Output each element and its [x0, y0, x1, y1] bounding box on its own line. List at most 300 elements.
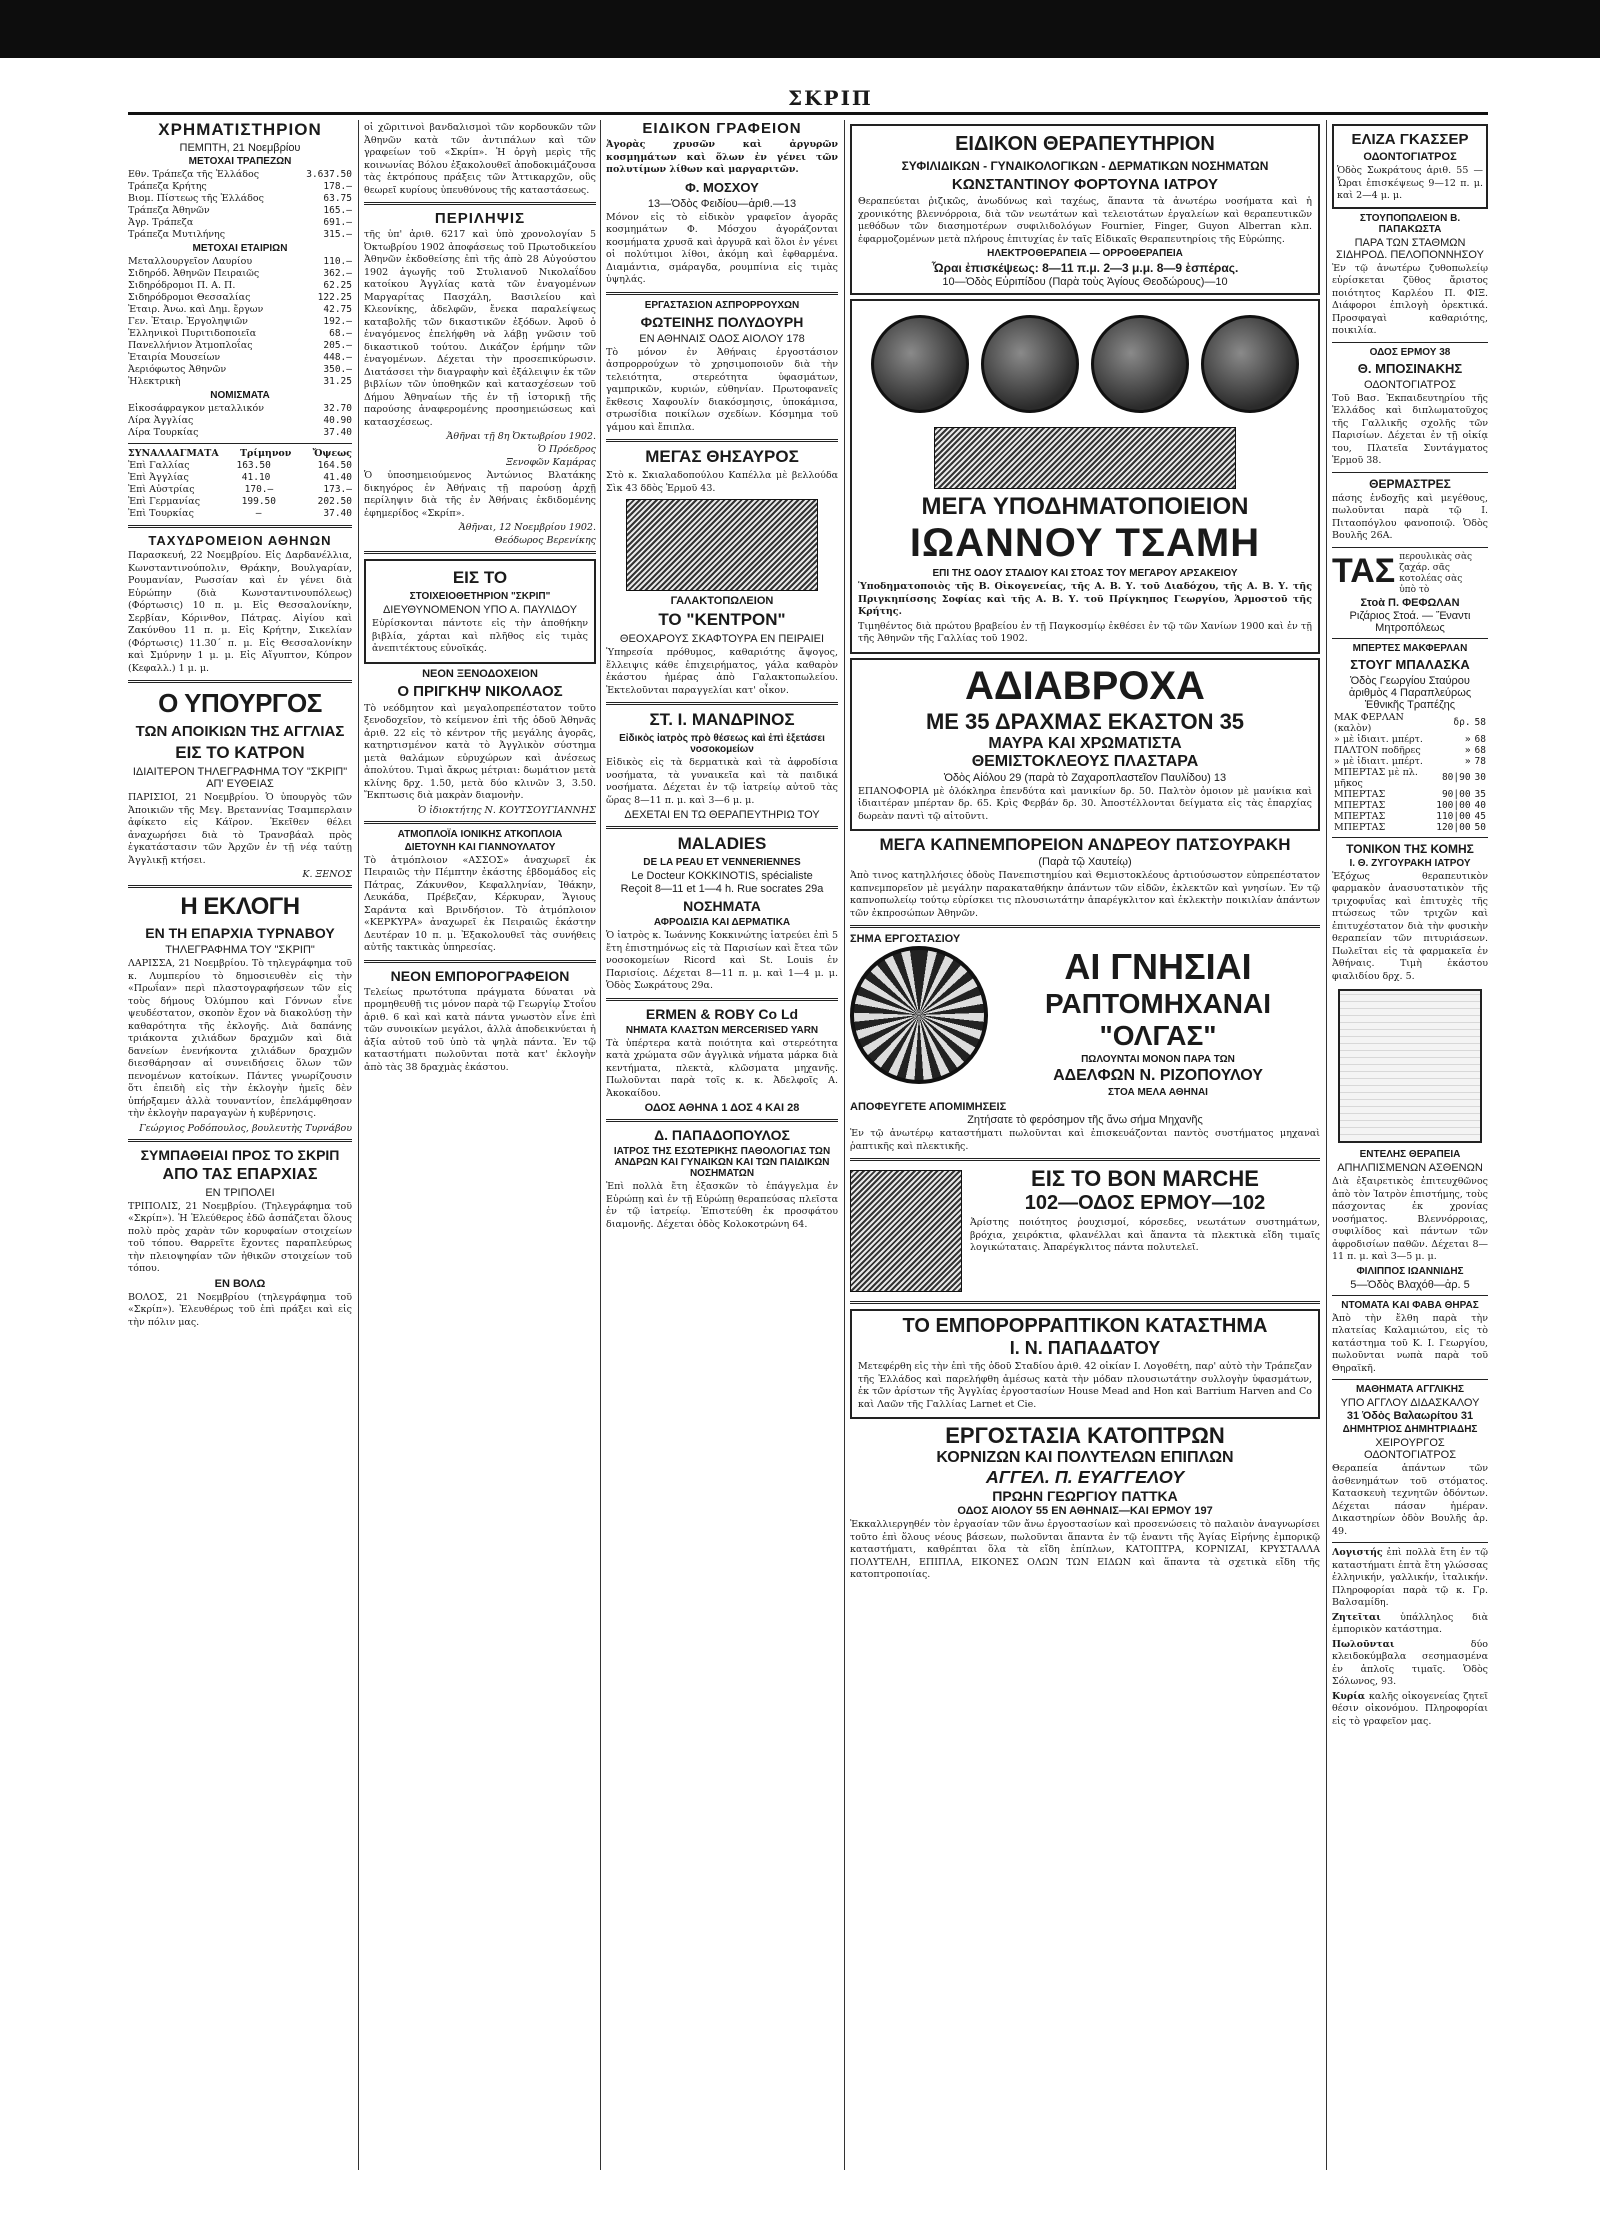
plasters-title: ΘΕΡΜΑΣΤΡΕΣ	[1369, 476, 1451, 491]
fx-row	[128, 484, 352, 496]
price-cell: 68	[1474, 733, 1486, 745]
bonmarche-address: 102—ΟΔΟΣ ΕΡΜΟΥ—102	[1024, 1192, 1266, 1214]
pediatrician-title: Δ. ΠΑΠΑΔΟΠΟΥΛΟΣ	[654, 1127, 790, 1143]
company-row-price: 42.75	[323, 304, 352, 315]
price-cell: ΜΠΕΡΤΑΣ	[1334, 788, 1386, 800]
english-address: 31 Ὁδὸς Βαλαωρίτου 31	[1346, 1410, 1474, 1422]
scan-border	[0, 0, 1600, 58]
doctor-hours: ΔΕΧΕΤΑΙ ΕΝ ΤΩ ΘΕΡΑΠΕΥΤΗΡΙΩ ΤΟΥ	[624, 809, 820, 821]
fx-row-name: Ἐπὶ Γερμανίας	[128, 496, 201, 507]
machines-text: Ἐν τῷ ἀνωτέρῳ καταστήματι πωλοῦνται καὶ ἐπισκευάζονται παντὸς συστήματος μηχαναὶ ῥαπτικῆς καὶ πλεκτικῆς.	[850, 1128, 1320, 1152]
price-cell: 78	[1474, 755, 1486, 767]
coin-row-name: Εἰκοσάφραγκον μεταλλικόν	[128, 403, 264, 414]
workshop-title: ΕΡΓΑΣΤΑΣΙΟΝ ΑΣΠΡΟΡΡΟΥΧΩΝ	[644, 299, 800, 311]
ironware-title: ΣΤΟΥΠΟΠΩΛΕΙΟΝ Β. ΠΑΠΑΚΩΣΤΑ	[1359, 212, 1461, 235]
price-row	[1332, 767, 1488, 789]
company-row-name: Ἐταιρ. Ἀνω. καὶ Δημ. ἔργων	[128, 304, 264, 315]
fx-row-a: 199.50	[241, 496, 276, 507]
ties-price-table	[1332, 712, 1488, 833]
sympathy-subtitle: ΑΠΟ ΤΑΣ ΕΠΑΡΧΙΑΣ	[162, 1165, 318, 1183]
companies-list	[128, 256, 352, 388]
ties-name: ΣΤΟΥΓ ΜΠΑΛΑΣΚΑ	[1350, 656, 1470, 672]
bonmarche-text: Ἀρίστης ποιότητος ῥουχισμοί, κόρσεδες, νεωτάτων συστημάτων, βρόχια, χειρόκτια, φλανέλλαι καὶ ἅπαντα τὰ πλεκτικὰ εἴδη τιμαῖς λογικώταταις. Ἀπαρέγκλιτος πάντα πολυτελεῖ.	[970, 1217, 1320, 1253]
post-title: ΤΑΧΥΔΡΟΜΕΙΟΝ ΑΘΗΝΩΝ	[148, 533, 332, 548]
company-row	[128, 328, 352, 340]
pediatrician-text: Ἐπὶ πολλὰ ἔτη ἐξασκῶν τὸ ἐπάγγελμα ἐν Εὐρώπῃ καὶ ἐν τῇ Εὐρώπῃ θεραπεύσας πλεῖστα ἐν τῷ ἰατρείῳ. Ἐπιστεύθη ἐκ προσφάτου διαμονῆς. Δέχεται ὁδὸς Κολοκοτρώνη 64.	[606, 1181, 838, 1230]
price-cell: »	[1464, 733, 1471, 745]
maladies-subtitle: DE LA PEAU ET VENNERIENNES	[643, 857, 801, 868]
company-row-price: 62.25	[323, 280, 352, 291]
treasure-title: ΜΕΓΑΣ ΘΗΣΑΥΡΟΣ	[645, 447, 799, 466]
machines-dealer: ΑΔΕΛΦΩΝ Ν. ΡΙΖΟΠΟΥΛΟΥ	[1053, 1067, 1263, 1084]
divider	[1332, 1379, 1488, 1380]
office-owner: Φ. ΜΟΣΧΟΥ	[685, 179, 759, 195]
tas-line-1: περουλικὰς σὰς	[1399, 551, 1473, 562]
dentist-subtitle: ΧΕΙΡΟΥΡΓΟΣ ΟΔΟΝΤΟΓΙΑΤΡΟΣ	[1363, 1437, 1457, 1461]
divider	[606, 439, 838, 442]
fx-row	[128, 460, 352, 472]
tas-ad	[1332, 552, 1488, 596]
company-row-name: Πανελλήνιον Ἀτμοπλοΐας	[128, 340, 253, 351]
column-3	[606, 120, 838, 2170]
dairy-text: Ὑπηρεσία πρόθυμος, καθαριότης ἄψογος, ἕλλειψις κάθε ἐπιχειρήματος, γάλα καθαρὸν ἑκάστου ἡμέρας ἀπὸ Γαλακτοπωλείου. Ἐκτελοῦνται παραγγελίαι κατ' οἶκον.	[606, 647, 838, 696]
workshop-name: ΦΩΤΕΙΝΗΣ ΠΟΛΥΔΟΥΡΗ	[640, 313, 804, 330]
price-cell: »	[1464, 744, 1471, 756]
coins-list	[128, 403, 352, 439]
notice-place: Ἀθῆναι τῇ 8η Ὀκτωβρίου 1902.	[446, 431, 596, 442]
dairy-name: ΤΟ "ΚΕΝΤΡΟΝ"	[658, 610, 786, 629]
coin-row-name: Λίρα Τουρκίας	[128, 427, 199, 438]
company-row-price: 68.—	[329, 328, 352, 339]
machines-name: ΡΑΠΤΟΜΗΧΑΝΑΙ "ΟΛΓΑΣ"	[1044, 988, 1272, 1051]
price-cell: ΜΠΕΡΤΑΣ μὲ πλ. μῆκος	[1334, 766, 1418, 789]
price-cell: 30	[1474, 772, 1486, 783]
small-notice	[1332, 1691, 1488, 1729]
company-row-price: 448.—	[323, 352, 352, 363]
divider	[850, 925, 1320, 928]
bank-row-name: Τράπεζα Ἀθηνῶν	[128, 205, 210, 216]
yarn-subtitle: ΝΗΜΑΤΑ ΚΛΑΣΤΩΝ MERCERISED YARN	[625, 1024, 819, 1036]
notice-label: Πωλοῦνται	[1332, 1638, 1471, 1650]
mirrors-subtitle: ΚΟΡΝΙΖΩΝ ΚΑΙ ΠΟΛΥΤΕΛΩΝ ΕΠΙΠΛΩΝ	[936, 1449, 1234, 1466]
bonmarche-copy	[970, 1166, 1320, 1296]
company-row	[128, 364, 352, 376]
price-cell: 100|00	[1436, 799, 1471, 811]
shoes-name: ΙΩΑΝΝΟΥ ΤΣΑΜΗ	[909, 521, 1261, 565]
sympathy-title: ΣΥΜΠΑΘΕΙΑΙ ΠΡΟΣ ΤΟ ΣΚΡΙΠ	[140, 1146, 340, 1163]
gasser-title: ΕΛΙΖΑ ΓΚΑΣΣΕΡ	[1351, 131, 1469, 148]
fx-heading: ΣΥΝΑΛΛΑΓΜΑΤΑ	[128, 448, 219, 459]
gasser-ad	[1332, 124, 1488, 209]
minister-where: ΕΙΣ ΤΟ ΚΑΤΡΟΝ	[175, 743, 305, 762]
hotel-name: Ο ΠΡΙΓΚΗΨ ΝΙΚΟΛΑΟΣ	[397, 682, 563, 700]
mirrors-address: ΟΔΟΣ ΑΙΟΛΟΥ 55 ΕΝ ΑΘΗΝΑΙΣ—ΚΑΙ ΕΡΜΟΥ 197	[957, 1505, 1213, 1517]
drapery-title: ΤΟ ΕΜΠΟΡΟΡΡΑΠΤΙΚΟΝ ΚΑΤΑΣΤΗΜΑ	[902, 1315, 1268, 1337]
divider	[1332, 1542, 1488, 1543]
tonic-name: Ι. Θ. ΖΥΓΟΥΡΑΚΗ ΙΑΤΡΟΥ	[1349, 857, 1471, 869]
election-subtitle: ΕΝ ΤΗ ΕΠΑΡΧΙΑ ΤΥΡΝΑΒΟΥ	[145, 925, 335, 941]
price-row	[1332, 811, 1488, 822]
raincoats-price: ΜΕ 35 ΔΡΑΧΜΑΣ ΕΚΑΣΤΟΝ 35	[925, 708, 1245, 734]
mirrors-former: ΠΡΩΗΝ ΓΕΩΡΓΙΟΥ ΠΑΤΤΚΑ	[992, 1488, 1178, 1504]
tonic-title: ΤΟΝΙΚΟΝ ΤΗΣ ΚΟΜΗΣ	[1346, 841, 1474, 856]
bank-row-price: 165.—	[323, 205, 352, 216]
company-row-price: 110.—	[323, 256, 352, 267]
masthead	[128, 86, 1488, 115]
medal-icon	[1201, 315, 1299, 413]
company-row	[128, 268, 352, 280]
sympathy-place-1: ΕΝ ΤΡΙΠΟΛΕΙ	[205, 1186, 275, 1199]
tobacco-subtitle: (Παρὰ τῷ Χαυτείῳ)	[1038, 856, 1132, 868]
divider	[364, 202, 596, 205]
maladies-title: MALADIES	[677, 834, 767, 853]
bookshop-text: Εὑρίσκονται πάντοτε εἰς τὴν ἀποθήκην βιβλία, χάρται καὶ πλῆθος εἰς τιμὰς ἀνεπιτέκτους εὐνοϊκάς.	[372, 618, 588, 654]
bank-row-price: 691.—	[323, 217, 352, 228]
bank-row-price: 3.637.50	[306, 169, 352, 180]
column-4	[850, 120, 1320, 2170]
office-title: ΕΙΔΙΚΟΝ ΓΡΑΦΕΙΟΝ	[642, 120, 802, 137]
fx-row-name: Ἐπὶ Γαλλίας	[128, 460, 190, 471]
price-cell: δρ.	[1453, 717, 1471, 728]
bonmarche-title: ΕΙΣ ΤΟ BON MARCHE	[1031, 1166, 1259, 1191]
dairy-address: ΘΕΟΧΑΡΟΥΣ ΣΚΑΦΤΟΥΡΑ ΕΝ ΠΕΙΡΑΙΕΙ	[619, 633, 825, 645]
notice-signer-role: Ὁ Πρόεδρος	[537, 444, 596, 455]
notice-text: καλῆς οἰκογενείας ζητεῖ θέσιν οἰκονόμου. Πληροφορίαι εἰς τὸ γραφεῖον μας.	[1332, 1690, 1488, 1727]
company-row-price: 31.25	[323, 376, 352, 387]
price-row	[1332, 800, 1488, 811]
divider	[606, 1119, 838, 1122]
office-text-2: Μόνον εἰς τὸ εἰδικὸν γραφεῖον ἀγορᾶς κοσμημάτων Φ. Μόσχου ἀγοράζονται κοσμήματα χρυσᾶ καὶ ἀργυρᾶ καὶ ὅλοι ἐν γένει οἱ πολύτιμοι λίθοι, ἀκόμη καὶ ἐφθαρμένα. Διαμάντια, σμάραγδα, ρουμπίνια εἰς τιμὰς ὑψηλάς.	[606, 211, 838, 285]
price-cell: ΜΠΕΡΤΑΣ	[1334, 799, 1386, 811]
ironware-subtitle: ΠΑΡΑ ΤΩΝ ΣΤΑΘΜΩΝ ΣΙΔΗΡΟΔ. ΠΕΛΟΠΟΝΝΗΣΟΥ	[1336, 236, 1484, 261]
maladies-heading: ΝΟΣΗΜΑΤΑ	[683, 898, 761, 914]
bank-row-name: Τράπεζα Μυτιλήνης	[128, 229, 226, 240]
lead-text: οἱ χῶριτινοὶ βανδαλισμοὶ τῶν κορδουκῶν τῶν Ἀθηνῶν κατὰ τῶν ἀντιπάλων καὶ τῶν γραφείων τοῦ «Σκρίπ». Ἡ ὀργὴ μερὶς τῆς κοινωνίας Βόλου ἐξακολουθεῖ ἀποδοκιμάζουσα τὰς ἐκτρόπους πράξεις τῶν Ἀττικαρχῶν, οὓς θεωρεῖ κυρίους ὑπευθύνους τῆς καταστάσεως.	[364, 122, 596, 196]
notice-text-2: Ὁ ὑποσημειούμενος Ἀντώνιος Βλατάκης δικηγόρος ἐν Ἀθήναις τῇ παρούσῃ ἀρχῇ περίληψιν διὰ τῆς ἐν Ἀθήναις ἐκδιδομένης ἐφημερίδος «Σκρίπ».	[364, 470, 596, 519]
doctor-title: ΣΤ. Ι. ΜΑΝΔΡΙΝΟΣ	[649, 710, 795, 729]
raincoats-title: ΑΔΙΑΒΡΟΧΑ	[965, 663, 1205, 708]
exchange-date: ΠΕΜΠΤΗ, 21 Νοεμβρίου	[179, 142, 301, 154]
fx-row-name: Ἐπὶ Αὐστρίας	[128, 484, 195, 495]
registry-title: ΝΕΟΝ ΕΜΠΟΡΟΓΡΑΦΕΙΟΝ	[390, 967, 570, 984]
company-row-price: 122.25	[317, 292, 352, 303]
company-row	[128, 280, 352, 292]
fx-row-b: 41.40	[323, 472, 352, 483]
company-row	[128, 304, 352, 316]
price-cell: » μὲ ἰδιαιτ. μπέρτ.	[1334, 733, 1423, 745]
tas-lines	[1399, 552, 1488, 596]
masthead-title: ΣΚΡΙΠ	[788, 86, 873, 110]
portrait-engraving	[850, 1170, 962, 1292]
yarn-title: ERMEN & ROBY Co Ld	[645, 1005, 799, 1022]
bank-row	[128, 217, 352, 229]
mposinakis-address: ΟΔΟΣ ΕΡΜΟΥ 38	[1369, 346, 1451, 358]
divider	[850, 1301, 1320, 1304]
notice-label: Ζητεῖται	[1332, 1611, 1401, 1623]
drapery-ad	[850, 1309, 1320, 1419]
therapy-name: ΦΙΛΙΠΠΟΣ ΙΩΑΝΝΙΔΗΣ	[1356, 1265, 1464, 1277]
price-cell: 35	[1474, 788, 1486, 800]
election-title: Η ΕΚΛΟΓΗ	[180, 893, 300, 920]
notice-title: ΠΕΡΙΛΗΨΙΣ	[434, 210, 526, 227]
divider	[128, 443, 352, 444]
sympathy-place-2: ΕΝ ΒΟΛΩ	[214, 1277, 266, 1290]
price-cell: » μὲ ἰδιαιτ. μπέρτ.	[1334, 755, 1423, 767]
company-row	[128, 292, 352, 304]
coin-row-price: 37.40	[323, 427, 352, 438]
maladies-address: Reçoit 8—11 et 1—4 h. Rue socrates 29a	[620, 883, 824, 895]
price-cell: ΜΠΕΡΤΑΣ	[1334, 810, 1386, 822]
banks-list	[128, 169, 352, 241]
mposinakis-name: Θ. ΜΠΟΣΙΝΑΚΗΣ	[1357, 360, 1463, 376]
company-row	[128, 340, 352, 352]
yarn-text: Τὰ ὑπέρτερα κατὰ ποιότητα καὶ στερεότητα κατὰ χρώματα σῶν ἀγγλικὰ νήματα μάρκα διὰ κεντήματα, πλεκτὰ, κλῶσματα μηχανῆς. Πωλοῦνται παρὰ τοῖς κ. κ. Ἀδελφοῖς Α. Ἀκοκαίδου.	[606, 1037, 838, 1099]
bank-row-price: 315.—	[323, 229, 352, 240]
newspaper-page	[128, 86, 1488, 2170]
fx-row	[128, 472, 352, 484]
minister-telegram: ΙΔΙΑΙΤΕΡΟΝ ΤΗΛΕΓΡΑΦΗΜΑ ΤΟΥ "ΣΚΡΙΠ" ΑΠ' ΕΥΘΕΙΑΣ	[132, 766, 348, 790]
hotel-owner: Ὁ ἰδιοκτήτης Ν. ΚΟΥΤΣΟΥΓΙΑΝΝΗΣ	[418, 804, 596, 816]
company-row-name: Ἑλληνικοὶ Πυριτιδοποιεῖα	[128, 328, 257, 339]
coin-row-name: Λίρα Ἀγγλίας	[128, 415, 194, 426]
coin-row-price: 32.70	[323, 403, 352, 414]
company-row-name: Μεταλλουργεῖον Λαυρίου	[128, 256, 253, 267]
medal-row	[858, 311, 1312, 421]
drapery-text: Μετεφέρθη εἰς τὴν ἐπὶ τῆς ὁδοῦ Σταδίου ἀριθ. 42 οἰκίαν Ι. Λογοθέτη, παρ' αὐτὸ τὴν Τράπεζαν τῆς Ἑλλάδος καὶ παρελήφθη ἀμέσως κατὰ τὴν μόδαν πλουσιωτάτην συλλογὴν ὑφασμάτων, ἐκ τῶν ἀρίστων τῆς Ἀγγλίας ἐργοστασίων House Mead and Hon καὶ Barrium Harven and Co καὶ Λαῶν τῆς Γαλλίας Larnet et Cie.	[858, 1361, 1312, 1410]
dentist-title: ΔΗΜΗΤΡΙΟΣ ΔΗΜΗΤΡΙΑΔΗΣ	[1342, 1424, 1478, 1435]
divider	[128, 680, 352, 683]
coin-row	[128, 415, 352, 427]
tas-title: ΤΑΣ	[1332, 551, 1396, 590]
divider	[364, 551, 596, 554]
bank-row-price: 63.75	[323, 193, 352, 204]
company-row-name: Ἀεριόφωτος Ἀθηνῶν	[128, 364, 227, 375]
price-cell: ΠΑΛΤΟΝ ποδῆρες	[1334, 744, 1421, 756]
divider	[1332, 837, 1488, 838]
clinic-subheading: ΗΛΕΚΤΡΟΘΕΡΑΠΕΙΑ — ΟΡΡΟΘΕΡΑΠΕΙΑ	[987, 248, 1183, 259]
price-cell: 90|00	[1441, 788, 1471, 800]
treasure-text: Στὸ κ. Σκιαλαδοπούλου Καπέλλα μὲ βελλούδα Σὶκ 43 δδὸς Ἑρμοῦ 43.	[606, 470, 838, 494]
price-row	[1332, 822, 1488, 833]
column-divider	[600, 120, 601, 2170]
election-text: ΛΑΡΙΣΣΑ, 21 Νοεμβρίου. Τὸ τηλεγράφημα τοῦ κ. Λυμπερίου τὸ δημοσιευθὲν εἰς τὴν «Πρωΐαν» περὶ πλαστογραφήσεων τῶν εἰς τοὺς δήμους Ὀλύμπου καὶ Γόννων εἶνε ψευδέστατον, σκοπὸν ἔχον νὰ διακολύσῃ τὴν καθαρότητα τῆς ἐκλογῆς. Διὰ δαπάνης τριάκοντα χιλιάδων δραχμῶν καὶ διὰ δανείων ἐνενήκοντα χιλιάδων δραχμῶν διεσθάρησαν αἱ συνειδήσεις ὅλων τῶν πενομένων κατοίκων. Πάντες γνωρίζουσιν ὅτι ἐπειδὴ εἰς τὴν ἐκλογὴν ἠμεῖς δὲν ὑπήρξαμεν ἀλλὰ τουναντίον, ἐπελάμφθησαν τὴν ἐκλογὴν παραγαγὼν ἡ κυβέρνησις.	[128, 958, 352, 1119]
machines-store: ΣΤΟΑ ΜΕΛΑ ΑΘΗΝΑΙ	[1108, 1087, 1208, 1098]
company-row-name: Σιδηρόδρομοι Θεσσαλίας	[128, 292, 251, 303]
boot-engraving	[934, 427, 1236, 489]
gasser-text: Ὁδὸς Σωκράτους ἀριθ. 55 — Ὧραι ἐπισκέψεως 9—12 π. μ. καὶ 2—4 μ. μ.	[1337, 165, 1483, 201]
banks-heading: ΜΕΤΟΧΑΙ ΤΡΑΠΕΖΩΝ	[188, 156, 292, 167]
notice-text: δύο κλειδοκύμβαλα σεσημασμένα ἐν ἀπλοῖς τιμαῖς. Ὁδὸς Σόλωνος, 93.	[1332, 1638, 1488, 1687]
sympathy-text-1: ΤΡΙΠΟΛΙΣ, 21 Νοεμβρίου. (Τηλεγράφημα τοῦ «Σκρίπ»). Ἡ Ἐλεύθερος ἐδῶ ἀσπάζεται ὅλους πολὺ πρὸς χαρὰν τῶν κορυφαίων στοιχείων τοῦ τόπου. Θαρρεῖτε ἔχοντες παραπλεύρως τὴν πλειοψηφίαν τῶν ἠθικῶν στοιχείων τοῦ τόπου.	[128, 1200, 352, 1274]
machines-sold: ΠΩΛΟΥΝΤΑΙ ΜΟΝΟΝ ΠΑΡΑ ΤΩΝ	[1081, 1054, 1235, 1065]
coins-heading: ΝΟΜΙΣΜΑΤΑ	[210, 390, 270, 401]
fx-row-b: 202.50	[317, 496, 352, 507]
machines-ad	[850, 933, 1320, 1153]
bookshop-managed: ΔΙΕΥΘΥΝΟΜΕΝΟΝ ΥΠΟ Α. ΠΑΥΛΙΔΟΥ	[382, 604, 578, 616]
bank-row	[128, 169, 352, 181]
bank-row	[128, 229, 352, 241]
companies-heading: ΜΕΤΟΧΑΙ ΕΤΑΙΡΙΩΝ	[192, 243, 288, 254]
clinic-subtitle: ΣΥΦΙΛΙΔΙΚΩΝ - ΓΥΝΑΙΚΟΛΟΓΙΚΩΝ - ΔΕΡΜΑΤΙΚΩΝ ΝΟΣΗΜΑΤΩΝ	[901, 159, 1269, 173]
therapy-subtitle: ΑΠΗΛΠΙΣΜΕΝΩΝ ΑΣΘΕΝΩΝ	[1337, 1162, 1483, 1174]
clinic-doctor: ΚΩΝΣΤΑΝΤΙΝΟΥ ΦΟΡΤΟΥΝΑ ΙΑΤΡΟΥ	[951, 176, 1219, 193]
price-row	[1332, 789, 1488, 800]
column-divider	[844, 120, 845, 2170]
company-row-name: Γεν. Ἐταιρ. Ἐργοληψιῶν	[128, 316, 248, 327]
minister-text: ΠΑΡΙΣΙΟΙ, 21 Νοεμβρίου. Ὁ ὑπουργὸς τῶν Ἀποικιῶν τῆς Μεγ. Βρεταννίας Τσαμπερλαιν ἀφίκετο εἰς Κάϊρον. Ἐκεῖθεν θέλει ἀναχωρήσει διὰ τὸ Τρανσβάαλ πρὸς ἐγκατάστασιν τῶν Ἀρχῶν ἐν τῇ νέᾳ ταύτῃ Ἀγγλικῇ κτήσει.	[128, 792, 352, 866]
minister-title: Ο ΥΠΟΥΡΓΟΣ	[158, 688, 322, 718]
english-subtitle: ΥΠΟ ΑΓΓΛΟΥ ΔΙΔΑΣΚΑΛΟΥ	[1340, 1397, 1480, 1409]
exchange-title: ΧΡΗΜΑΤΙΣΤΗΡΙΟΝ	[158, 120, 322, 139]
company-row-name: Ἠλεκτρικὴ	[128, 376, 181, 387]
teaching-text: ἐπὶ πολλὰ ἔτη ἐν τῷ καταστήματι ἑπτὰ ἔτη γλώσσας ἐλληνικήν, γαλλικήν, ἰταλικήν. Πληροφορίαι παρὰ τῷ κ. Γρ. Βαλσαμίδη.	[1332, 1547, 1488, 1608]
office-address: 13—Ὁδὸς Φειδίου—ἀριθ.—13	[647, 197, 797, 210]
tomatoes-title: ΝΤΟΜΑΤΑ ΚΑΙ ΦΑΒΑ ΘΗΡΑΣ	[1341, 1299, 1479, 1311]
mposinakis-text: Τοῦ Βασ. Ἐκπαιδευτηρίου τῆς Ἑλλάδος καὶ διπλωματοῦχος τῆς Γαλλικῆς σχολῆς τῶν Παρισίων. Δέχεται ἐν τῇ οἰκίᾳ του, Πλατεῖα Συντάγματος Ἑρμοῦ 38.	[1332, 392, 1488, 466]
notice-text: τῆς ὑπ' ἀριθ. 6217 καὶ ὑπὸ χρονολογίαν 5 Ὀκτωβρίου 1902 ἀποφάσεως τοῦ Πρωτοδικείου Ἀθηνῶν ἐκδοθείσης ἐπὶ τῆς ἀπὸ 28 Αὐγούστου 1902 ἀγωγῆς τοῦ Στυλιανοῦ Νικολαΐδου κατοίκου Ἀγγλίας κατὰ τῶν ἐναγομένων Μαργαρίτας Πασχάλη, Βασιλείου καὶ Κλεονίκης, ἀδελφῶν, ἔνεκα παραλείψεως καταβολῆς τῶν δικαστικῶν ἐξόδων. Ἀφοῦ ὁ ἐναγόμενος ἐπελήφθη νὰ λάβῃ γνῶσιν τοῦ δικαστικοῦ τούτου. Δικάζον ἐρήμην τῶν ἐναγομένων. Δέχεται τὴν προσεπικύρωσιν. Διατάσσει τὴν διαγραφὴν καὶ ἐξάλειψιν ἐκ τῶν βιβλίων τῶν ὑποθηκῶν καὶ κατασχέσεων τοῦ Δήμου Ἀθηναίων τῆς ἐν τῇ ἱστορικῇ τῆς παρούσης ἀναφερομένης προσημειώσεως καὶ κατασχέσεως.	[364, 229, 596, 428]
maladies-text: Ὁ ἰατρὸς κ. Ἰωάννης Κοκκινώτης ἰατρεύει ἐπὶ 5 ἔτη ἐπιστημόνως εἰς τὰ Παρισίων καὶ ἔτεα τῶν νοσοκομείων Ricord καὶ St. Louis ἐν Παρισίοις. Δέχεται 8—11 π. μ. καὶ 1—4 μ. μ. Ὁδὸς Σωκράτους 29α.	[606, 930, 838, 991]
gear-emblem-icon	[850, 946, 988, 1084]
company-row	[128, 256, 352, 268]
shoes-text-2: Τιμηθέντος διὰ πρώτου βραβείου ἐν τῇ Παγκοσμίῳ ἐκθέσει ἐν τῷ τῶν Χανίων 1900 καὶ ἐν τῇ τῆς Ἀθηνῶν τῆς Γαλλίας τοῦ 1902.	[858, 620, 1312, 644]
teaching-ad	[1332, 1547, 1488, 1610]
tomatoes-text: Ἀπὸ τὴν ἔλθη παρὰ τὴν πλατείας Καλαμιώτου, εἰς τὸ κατάστημα τοῦ Κ. Ι. Γεωργίου, πωλοῦνται νωπὰ παρὰ τοῦ Θηραϊκῆ.	[1332, 1312, 1488, 1374]
company-row-price: 350.—	[323, 364, 352, 375]
doctor-text: Εἰδικὸς εἰς τὰ δερματικὰ καὶ τὰ ἀφροδίσια νοσήματα, τὰ γυναικεῖα καὶ τὰ παιδικά νοσήματα. Δέχεται ἐν τῷ ἰατρείῳ αὐτοῦ τὰς ὥρας 8—11 π. μ. καὶ 3—6 μ. μ.	[606, 757, 838, 806]
fx-row-a: 163.50	[236, 460, 271, 471]
raincoats-ad	[850, 658, 1320, 832]
gasser-role: ΟΔΟΝΤΟΓΙΑΤΡΟΣ	[1363, 151, 1457, 163]
medal-icon	[1091, 315, 1189, 413]
raincoats-shop: ΘΕΜΙΣΤΟΚΛΕΟΥΣ ΠΛΑΣΤΑΡΑ	[971, 752, 1199, 770]
price-row	[1332, 712, 1488, 734]
sympathy-text-2: ΒΟΛΟΣ, 21 Νοεμβρίου (τηλεγράφημα τοῦ «Σκρίπ»). Ἐλευθέρως τοῦ ἐπὶ πράξει καὶ εἰς τὴν πόλιν μας.	[128, 1291, 352, 1328]
fx-header	[128, 448, 352, 460]
price-cell: »	[1464, 755, 1471, 767]
tas-line-3: κοτολέας σὰς	[1399, 573, 1463, 584]
company-row-price: 205.—	[323, 340, 352, 351]
drapery-name: Ι. Ν. ΠΑΠΑΔΑΤΟΥ	[1009, 1338, 1161, 1358]
price-cell: 50	[1474, 821, 1486, 833]
bank-row	[128, 193, 352, 205]
tas-line-2: ζαχάρ. σᾶς	[1399, 562, 1450, 573]
tas-line-4: ὑπὸ τὸ	[1399, 584, 1430, 595]
fx-row-a: 41.10	[241, 472, 271, 483]
price-cell: 68	[1474, 744, 1486, 756]
bank-row-price: 178.—	[323, 181, 352, 192]
clinic-address: 10—Ὁδὸς Εὐριπίδου (Παρὰ τοὺς Ἁγίους Θεοδώρους)—10	[942, 276, 1228, 288]
pediatrician-subtitle: ΙΑΤΡΟΣ ΤΗΣ ΕΣΩΤΕΡΙΚΗΣ ΠΑΘΟΛΟΓΙΑΣ ΤΩΝ ΑΝΔΡΩΝ ΚΑΙ ΓΥΝΑΙΚΩΝ ΚΑΙ ΤΩΝ ΠΑΙΔΙΚΩΝ ΝΟΣΗΜΑΤΩΝ	[613, 1146, 831, 1179]
divider	[850, 1158, 1320, 1161]
divider	[364, 960, 596, 963]
shoes-address: ΕΠΙ ΤΗΣ ΟΔΟΥ ΣΤΑΔΙΟΥ ΚΑΙ ΣΤΟΑΣ ΤΟΥ ΜΕΓΑΡΟΥ ΑΡΣΑΚΕΙΟΥ	[932, 568, 1238, 579]
tas-owner: Στοὰ Π. ΦΕΦΩΛΑΝ	[1360, 596, 1460, 609]
price-row	[1332, 745, 1488, 756]
registry-text: Τελείως πρωτότυπα πράγματα δύναται νὰ προμηθευθῇ τις μόνον παρὰ τῷ Γεωργίῳ Στοΐου ἀριθ. 6 καὶ καὶ κατὰ πάντα γνωστὸν εἶνε ἐπὶ τῶν συνοικίων μεγάλοι, ἀλλὰ ἀποδεικνύεται ἡ ἀξία αὐτοῦ τοῦ ὑπὸ τὰ ψηλὰ πάντα. Ἐν τῷ καταστήματι πωλοῦνται ποτὰ κατ' ἐκλογὴν ἀπὸ τὰς 38 δραχμὰς ἑκάστου.	[364, 986, 596, 1073]
column-1	[128, 120, 352, 2170]
minister-signature: Κ. ΞΕΝΟΣ	[302, 869, 352, 880]
maladies-doctor: Le Docteur KOKKINOTIS, spécialiste	[631, 870, 813, 882]
divider	[606, 826, 838, 829]
doctor-subtitle: Εἰδικὸς ἰατρὸς πρὸ θέσεως καὶ ἐπὶ ἐξετάσει νοσοκομείων	[619, 733, 825, 755]
ties-address: Ὁδὸς Γεωργίου Σταύρου ἀριθμὸς 4 Παραπλεύρως Ἐθνικῆς Τραπέζης	[1348, 674, 1472, 711]
office-text: Ἀγορὰς χρυσῶν καὶ ἀργυρῶν κοσμημάτων καὶ ὅλων ἐν γένει τῶν πολυτίμων λίθων καὶ μαργαριτῶν.	[606, 139, 838, 175]
mirrors-text: Ἐκκαλλιεργηθέν τὸν ἐργασίαν τῶν ἄνω ἐργοστασίων καὶ προσενώσεις τὸ παλαιὸν ἀναγνωρίσει τοῦτο ἐπὶ ὅλους νέους βάσεων, πωλοῦνται ἅπαντα ἐν τῷ ἐναντι τῆς Ἁγίας Εἰρήνης ἐμπορικῷ καταστήματι, καθρέπται ὅλα τὰ εἴδη ἐπίπλων, ΚΑΤΟΠΤΡΑ, ΚΟΡΝΙΖΑΙ, ΚΡΥΣΤΑΛΛΑ ΠΟΛΥΤΕΛΗ, ΕΠΙΠΛΑ, ΕΙΚΟΝΕΣ ΟΛΩΝ ΤΩΝ ΕΙΔΩΝ καὶ ἅπαντα τὰ σχετικὰ εἴδη τῆς κατοπτροποιίας.	[850, 1519, 1320, 1580]
mposinakis-role: ΟΔΟΝΤΟΓΙΑΤΡΟΣ	[1363, 378, 1457, 391]
clinic-hours: Ὧραι ἐπισκέψεως: 8—11 π.μ. 2—3 μ.μ. 8—9 ἑσπέρας.	[931, 261, 1239, 275]
bank-row	[128, 181, 352, 193]
fx-row-name: Ἐπὶ Τουρκίας	[128, 508, 194, 519]
notice-date-2: Ἀθῆναι, 12 Νοεμβρίου 1902.	[458, 522, 596, 533]
fx-col-a: Τρίμηνον	[239, 448, 292, 459]
divider	[1332, 638, 1488, 639]
clinic-ad	[850, 124, 1320, 295]
hotel-text: Τὸ νεόδμητον καὶ μεγαλοπρεπέστατον τοῦτο ξενοδοχεῖον, τὸ κείμενον ἐπὶ τῆς ὁδοῦ Ἀθηνᾶς ἀριθ. 22 εἰς τὸ κέντρον τῆς μεγάλης ἀγορᾶς, κατηρτισμένον κατὰ τὸ Ἀγγλικὸν σύστημα μετὰ θαλάμων εὐρυχώρων καὶ ἀνέσεως ἀπολύτου. Τιμαὶ ἄκρως μέτριαι: δωμάτιον μετὰ κλίνης δρχ. 1.50, μετὰ δύο κλινῶν 3, 3.50. Ἔκπτωσις διὰ μακρὰν διαμονὴν.	[364, 702, 596, 801]
therapy-text: Διὰ ἐξαιρετικὸς ἐπιτευχθῶνος ἀπὸ τὸν Ἰατρὸν ἐπιστήμης, τοὺς πάσχοντας ἐκ χρονίας νοσήματος. Βλεννόρροιας, συφιλίδος καὶ πάντων τῶν ἀφροδισίων παθῶν. Δέχεται 8—11 π. μ. καὶ 3—5 μ. μ.	[1332, 1176, 1488, 1262]
yarn-address: ΟΔΟΣ ΑΘΗΝΑ 1 ΔΟΣ 4 ΚΑΙ 28	[644, 1102, 800, 1114]
coin-row	[128, 403, 352, 415]
divider	[606, 998, 838, 1001]
divider	[606, 292, 838, 295]
divider	[1332, 342, 1488, 343]
english-title: ΜΑΘΗΜΑΤΑ ΑΓΓΛΙΚΗΣ	[1355, 1384, 1465, 1395]
dentist-text: Θεραπεία ἁπάντων τῶν ἀσθενημάτων τοῦ στόματος. Κατασκευὴ τεχνητῶν ὀδόντων. Δέχεται πάσαν ἡμέραν. Δικαστηρίων ὁδὸν Βουλῆς ἀρ. 49.	[1332, 1463, 1488, 1537]
clinic-text: Θεραπεύεται ῥιζικῶς, ἀνωδύνως καὶ ταχέως, ἅπαντα τὰ ἀνωτέρω νοσήματα καὶ ἡ χρονικότης βλεννόρροια, διὰ τῶν νεωτάτων καὶ τελειοτάτων ἐργαλείων καὶ θεραπευτικῶν μεθόδων τῶν διασημοτέρων συφιλιδολόγων Fournier, Finger, Guyon Alberran κλπ. ἐφαρμοζομένων μετὰ πλήρους ἐπιτυχίας ἐν ταῖς Εἰδικαῖς Θεραπευτηρίοις τῆς Εὐρώπης.	[858, 196, 1312, 245]
machines-avoid: ΑΠΟΦΕΥΓΕΤΕ ΑΠΟΜΙΜΗΣΕΙΣ	[850, 1101, 1007, 1113]
divider	[364, 821, 596, 824]
company-row	[128, 376, 352, 388]
company-row-price: 192.—	[323, 316, 352, 327]
bookshop-name: ΣΤΟΙΧΕΙΟΘΕΤΗΡΙΟΝ "ΣΚΡΙΠ"	[409, 591, 551, 602]
bookshop-title: ΕΙΣ ΤΟ	[452, 568, 508, 587]
workshop-text: Τὸ μόνον ἐν Ἀθήναις ἐργοστάσιον ἀσπρορρούχων τὸ χρησιμοποιοῦν διὰ τὴν τελειότητα, στερεότητα ὑφασμάτων, γαμπρικῶν, κυριών, εὐθηνίαν. Πρωτοφανεῖς ἔκθεσις Χαφουλίν διακόσμησις, ὑποκάμισα, στρωσίδια ποικίλων σχεδίων. Κόσμημα τοῦ γάμου καὶ ἔπιπλα.	[606, 346, 838, 433]
small-notice	[1332, 1639, 1488, 1689]
divider	[128, 885, 352, 888]
company-row	[128, 352, 352, 364]
workshop-address: ΕΝ ΑΘΗΝΑΙΣ ΟΔΟΣ ΑΙΟΛΟΥ 178	[639, 332, 805, 345]
agency-title: ΑΤΜΟΠΛΟΪΑ ΙΟΝΙΚΗΣ ΑΤΚΟΠΛΟΙΑ	[397, 828, 563, 840]
divider	[128, 525, 352, 528]
column-2	[364, 120, 596, 2170]
fx-row-name: Ἐπὶ Ἀγγλίας	[128, 472, 189, 483]
bank-row-name: Εθν. Τράπεζα τῆς Ἑλλάδος	[128, 169, 260, 180]
raincoats-address: Ὁδὸς Αἰόλου 29 (παρὰ τὸ Ζαχαροπλαστεῖον Παυλίδου) 13	[943, 771, 1227, 784]
bank-row-name: Ἀγρ. Τράπεζα	[128, 217, 194, 228]
coin-row	[128, 427, 352, 439]
fx-row	[128, 496, 352, 508]
teaching-title: Λογιστής	[1332, 1547, 1383, 1558]
dairy-title: ΓΑΛΑΚΤΟΠΩΛΕΙΟΝ	[670, 595, 774, 607]
mirrors-title: ΕΡΓΟΣΤΑΣΙΑ ΚΑΤΟΠΤΡΩΝ	[945, 1423, 1225, 1448]
agency-subtitle: ΔΙΕΤΟΥΝΗ ΚΑΙ ΓΙΑΝΝΟΥΛΑΤΟΥ	[404, 841, 556, 853]
clinic-title: ΕΙΔΙΚΟΝ ΘΕΡΑΠΕΥΤΗΡΙΟΝ	[955, 133, 1215, 155]
fx-row-b: 164.50	[317, 460, 352, 471]
price-cell: 58	[1474, 717, 1486, 728]
shoes-ad	[850, 299, 1320, 654]
column-5	[1332, 120, 1488, 2170]
fx-row-b: 173.—	[323, 484, 352, 495]
price-row	[1332, 734, 1488, 745]
divider	[606, 702, 838, 705]
small-notices	[1332, 1612, 1488, 1729]
divider	[128, 1139, 352, 1142]
machines-tag: ΣΗΜΑ ΕΡΓΟΣΤΑΣΙΟΥ	[850, 933, 961, 945]
price-cell: ΜΠΕΡΤΑΣ	[1334, 821, 1386, 833]
coin-row-price: 40.90	[323, 415, 352, 426]
notice-signer-2: Θεόδωρος Βερενίκης	[494, 535, 596, 546]
company-row-price: 362.—	[323, 268, 352, 279]
price-cell: 40	[1474, 799, 1486, 811]
